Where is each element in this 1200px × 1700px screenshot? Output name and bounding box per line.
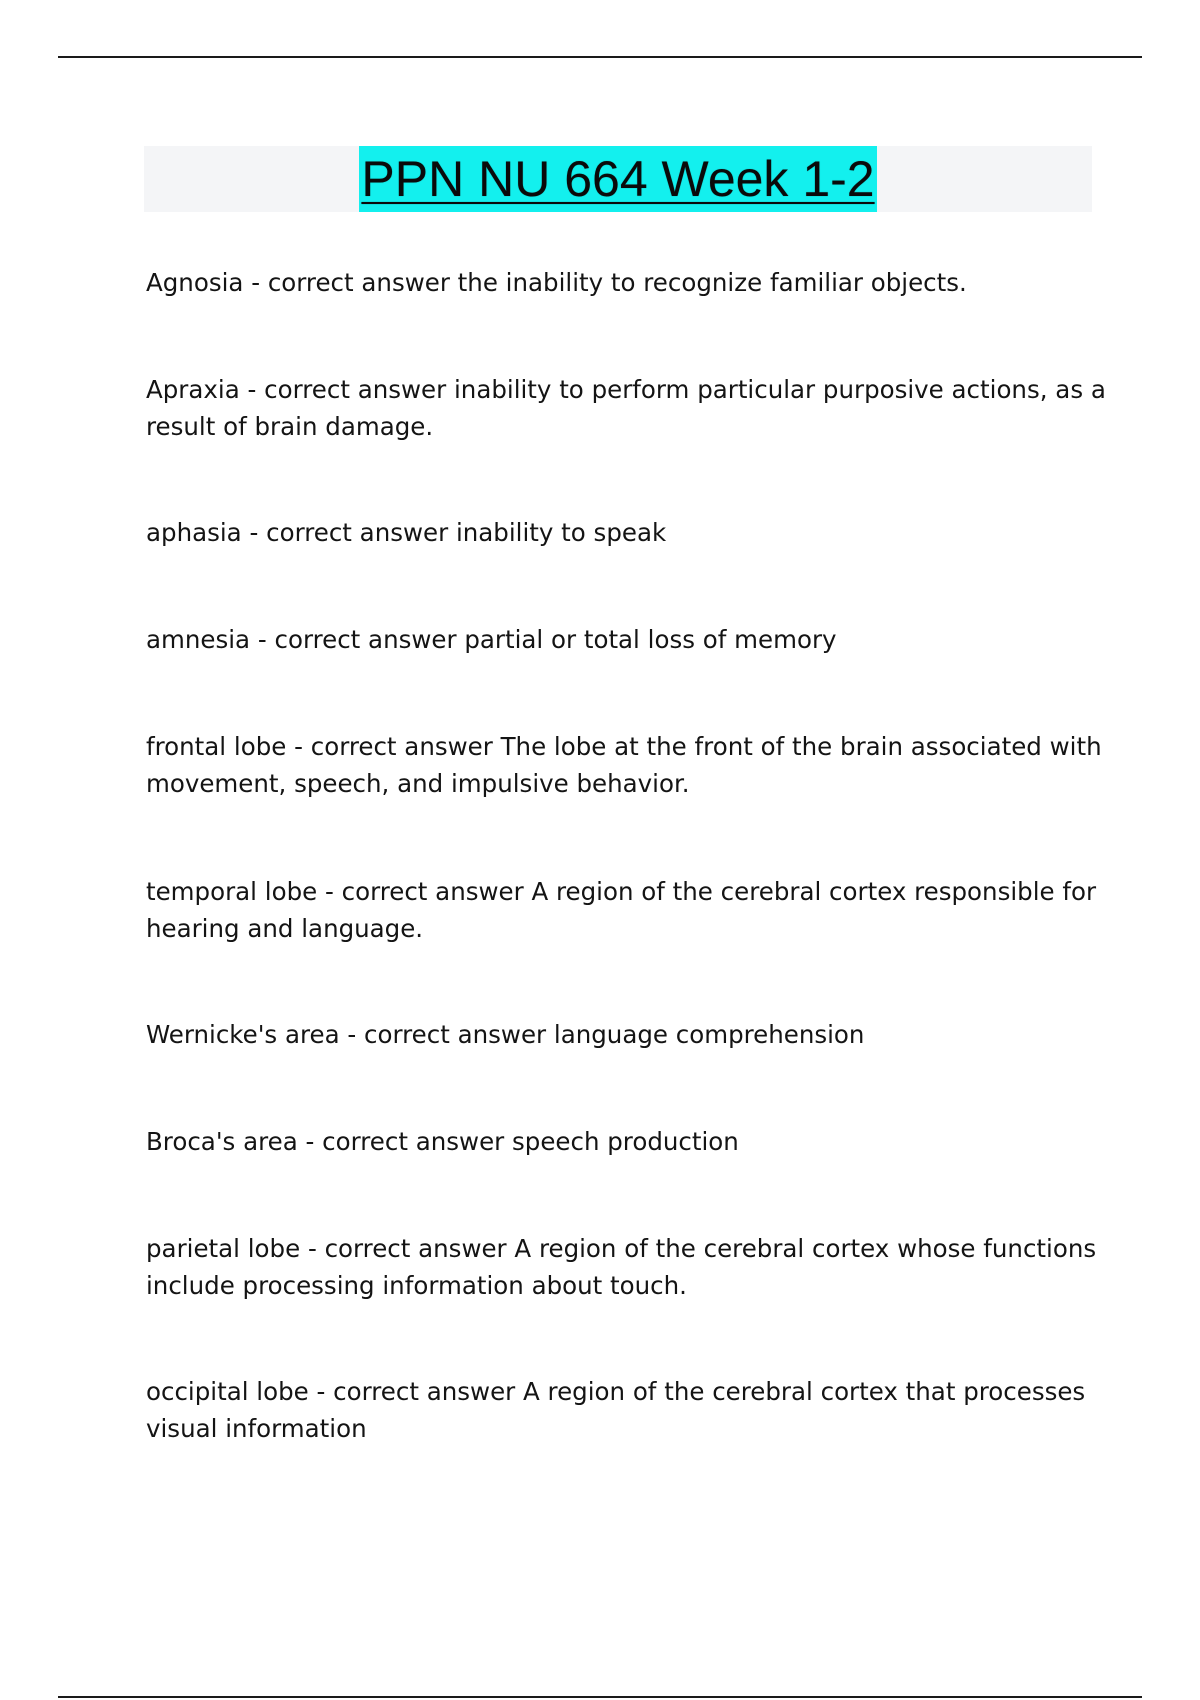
page-title: PPN NU 664 Week 1-2 — [359, 146, 876, 212]
list-item: temporal lobe - correct answer A region of the cerebral cortex responsible for hearing and language. — [146, 877, 1097, 943]
list-item: Apraxia - correct answer inability to perform particular purposive actions, as a result of brain damage. — [146, 375, 1106, 441]
list-item: Broca's area - correct answer speech production — [146, 1127, 739, 1156]
list-item: parietal lobe - correct answer A region of the cerebral cortex whose functions include processing information about touch. — [146, 1234, 1097, 1300]
top-divider — [58, 56, 1142, 58]
list-item: amnesia - correct answer partial or total loss of memory — [146, 625, 837, 654]
list-item: frontal lobe - correct answer The lobe at the front of the brain associated with movement, speech, and impulsive behavior. — [146, 732, 1102, 798]
bottom-divider — [58, 1696, 1142, 1698]
list-item: aphasia - correct answer inability to speak — [146, 518, 667, 547]
list-item: Wernicke's area - correct answer language comprehension — [146, 1020, 865, 1049]
title-banner — [144, 146, 1092, 212]
list-item: Agnosia - correct answer the inability to recognize familiar objects. — [146, 268, 967, 297]
list-item: occipital lobe - correct answer A region of the cerebral cortex that processes visual information — [146, 1377, 1086, 1443]
